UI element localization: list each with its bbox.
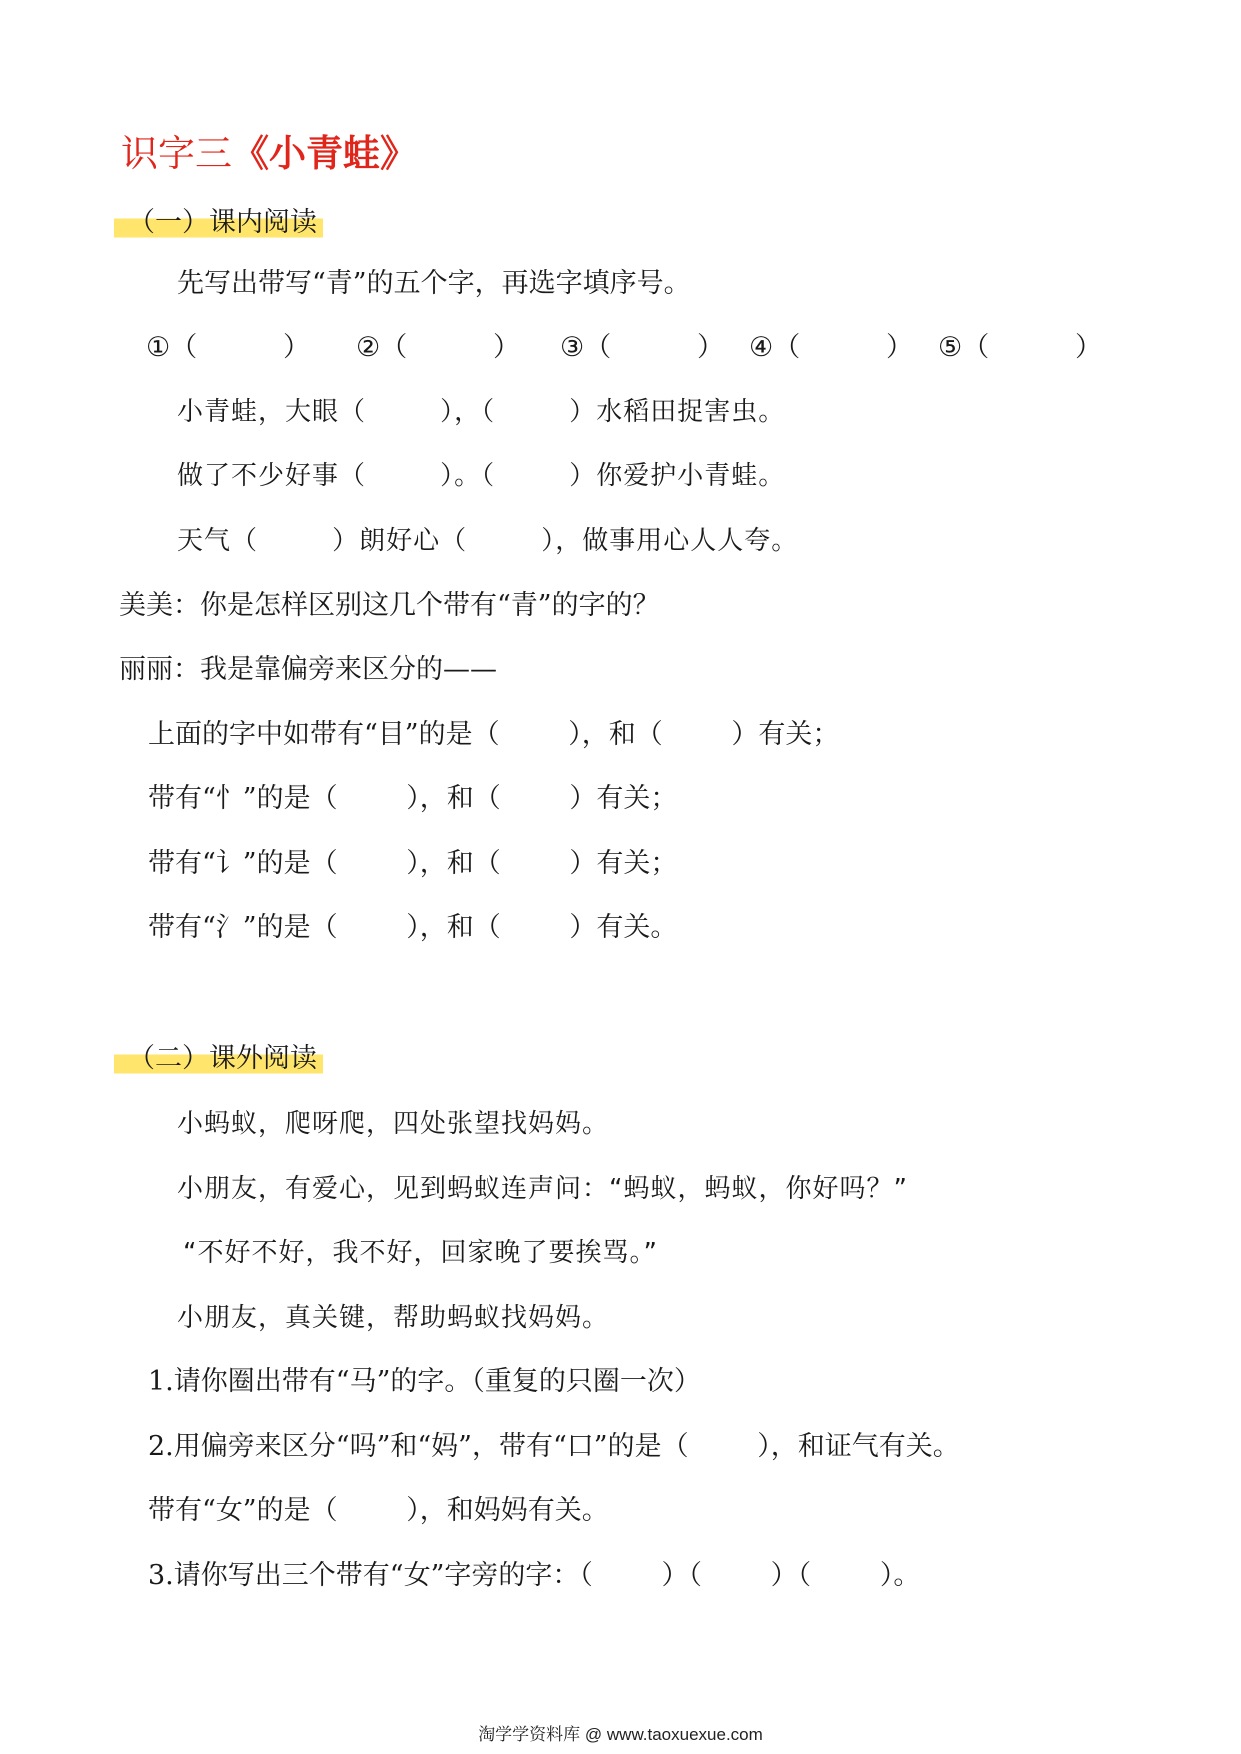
answer-blank-3: ③（ ） xyxy=(560,332,725,363)
question-line: 带有“讠”的是（ ），和（ ）有关； xyxy=(148,848,678,879)
instruction-text: 先写出带写“青”的五个字，再选字填序号。 xyxy=(177,268,691,299)
poem-line: 天气（ ）朗好心（ ），做事用心人人夸。 xyxy=(177,526,799,556)
section-heading-extra: （二）课外阅读 xyxy=(114,1041,323,1077)
footer-watermark: 淘学学资料库 @ www.taoxuexue.com xyxy=(478,1725,763,1744)
dialogue-line: 丽丽：我是靠偏旁来区分的—— xyxy=(119,654,497,685)
answer-blank-2: ②（ ） xyxy=(356,332,521,363)
poem-line: 做了不少好事（ ）。（ ）你爱护小青蛙。 xyxy=(177,461,786,491)
passage-line: 小朋友，有爱心，见到蚂蚁连声问：“蚂蚁，蚂蚁，你好吗？” xyxy=(177,1174,908,1204)
title-prefix: 识字三 xyxy=(121,132,232,175)
poem-line: 小青蛙，大眼（ ），（ ）水稻田捉害虫。 xyxy=(177,397,786,427)
question-line: 1.请你圈出带有“马”的字。（重复的只圈一次） xyxy=(148,1366,701,1397)
passage-line: “不好不好，我不好，回家晚了要挨骂。” xyxy=(183,1238,658,1268)
question-line: 上面的字中如带有“目”的是（ ），和（ ）有关； xyxy=(148,719,840,750)
answer-blank-5: ⑤（ ） xyxy=(938,332,1103,363)
passage-line: 小蚂蚁，爬呀爬，四处张望找妈妈。 xyxy=(177,1109,610,1139)
dialogue-line: 美美：你是怎样区别这几个带有“青”的字的？ xyxy=(119,590,660,621)
page-title xyxy=(121,130,417,177)
section-heading-in-class: （一）课内阅读 xyxy=(114,205,323,241)
title-book-name: 《小青蛙》 xyxy=(232,131,417,175)
question-line: 带有“忄”的是（ ），和（ ）有关； xyxy=(148,783,678,814)
question-line: 带有“女”的是（ ），和妈妈有关。 xyxy=(148,1495,609,1526)
answer-blank-4: ④（ ） xyxy=(749,332,914,363)
question-line: 3.请你写出三个带有“女”字旁的字：（ ）（ ）（ ）。 xyxy=(148,1560,921,1591)
question-line: 2.用偏旁来区分“吗”和“妈”，带有“口”的是（ ），和证气有关。 xyxy=(148,1431,960,1462)
passage-line: 小朋友，真关键，帮助蚂蚁找妈妈。 xyxy=(177,1303,610,1333)
question-line: 带有“氵”的是（ ），和（ ）有关。 xyxy=(148,912,678,943)
answer-blank-1: ①（ ） xyxy=(146,332,311,363)
